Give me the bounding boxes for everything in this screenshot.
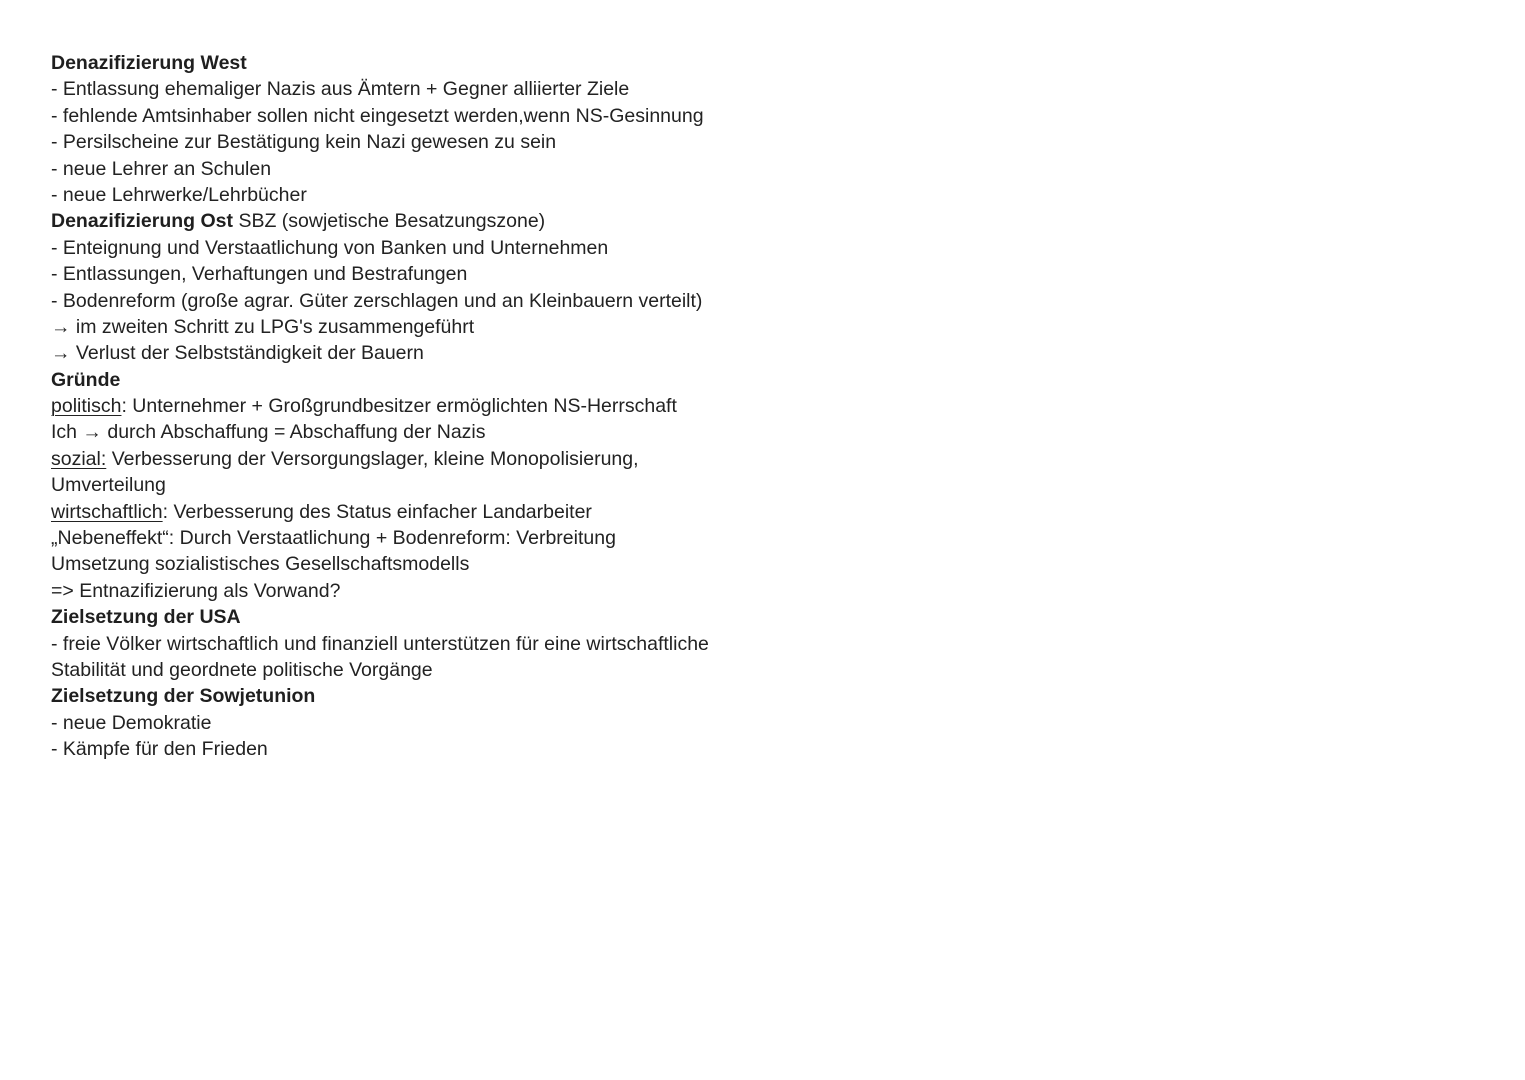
reason-wirtschaftlich [51,499,771,525]
nebeneffekt: „Nebeneffekt“: Durch Verstaatlichung + Bodenreform: Verbreitung [51,527,616,550]
list-item: - neue Lehrwerke/Lehrbücher [51,183,307,206]
reason-politisch [51,393,771,419]
text-politisch: : Unternehmer + Großgrundbesitzer ermöglichten NS-Herrschaft [121,395,677,418]
list-item: - fehlende Amtsinhaber sollen nicht eingesetzt werden,wenn NS-Gesinnung [51,104,704,127]
list-item: → im zweiten Schritt zu LPG's zusammengeführt [51,315,475,338]
list-item: → Verlust der Selbstständigkeit der Bauern [51,342,424,365]
usa-line-2: Stabilität und geordnete politische Vorgänge [51,658,433,681]
heading-denazifizierung-ost: Denazifizierung Ost [51,210,234,233]
list-item: - Kämpfe für den Frieden [51,738,268,761]
nebeneffekt-cont: Umsetzung sozialistisches Gesellschaftsmodells [51,553,470,576]
reason-sozial-cont: Umverteilung [51,474,166,497]
heading-zielsetzung-usa: Zielsetzung der USA [51,606,241,629]
heading-zielsetzung-sowjetunion: Zielsetzung der Sowjetunion [51,685,316,708]
heading-denazifizierung-ost-row [51,208,771,234]
heading-denazifizierung-west: Denazifizierung West [51,52,247,74]
list-item: - Entlassungen, Verhaftungen und Bestrafungen [51,263,468,286]
conclusion: => Entnazifizierung als Vorwand? [51,579,341,602]
label-politisch: politisch [51,395,122,418]
reason-sozial [51,446,771,472]
heading-ost-suffix: SBZ (sowjetische Besatzungszone) [233,210,546,233]
list-item: - Enteignung und Verstaatlichung von Banken und Unternehmen [51,236,609,259]
list-item: - Entlassung ehemaliger Nazis aus Ämtern + Gegner alliierter Ziele [51,78,630,101]
text-sozial: Verbesserung der Versorgungslager, kleine Monopolisierung, [106,447,639,470]
list-item: - neue Lehrer an Schulen [51,157,272,180]
notes-document [51,50,771,763]
label-wirtschaftlich: wirtschaftlich [51,500,163,523]
reason-politisch-cont: Ich → durch Abschaffung = Abschaffung der Nazis [51,421,486,444]
text-wirtschaftlich: : Verbesserung des Status einfacher Landarbeiter [162,500,592,523]
list-item: - neue Demokratie [51,711,212,734]
heading-gruende: Gründe [51,368,121,391]
list-item: - Persilscheine zur Bestätigung kein Nazi gewesen zu sein [51,131,557,154]
list-item: - Bodenreform (große agrar. Güter zerschlagen und an Kleinbauern verteilt) [51,289,703,312]
label-sozial: sozial: [51,447,107,470]
usa-line-1: - freie Völker wirtschaftlich und finanziell unterstützen für eine wirtschaftliche [51,632,709,655]
